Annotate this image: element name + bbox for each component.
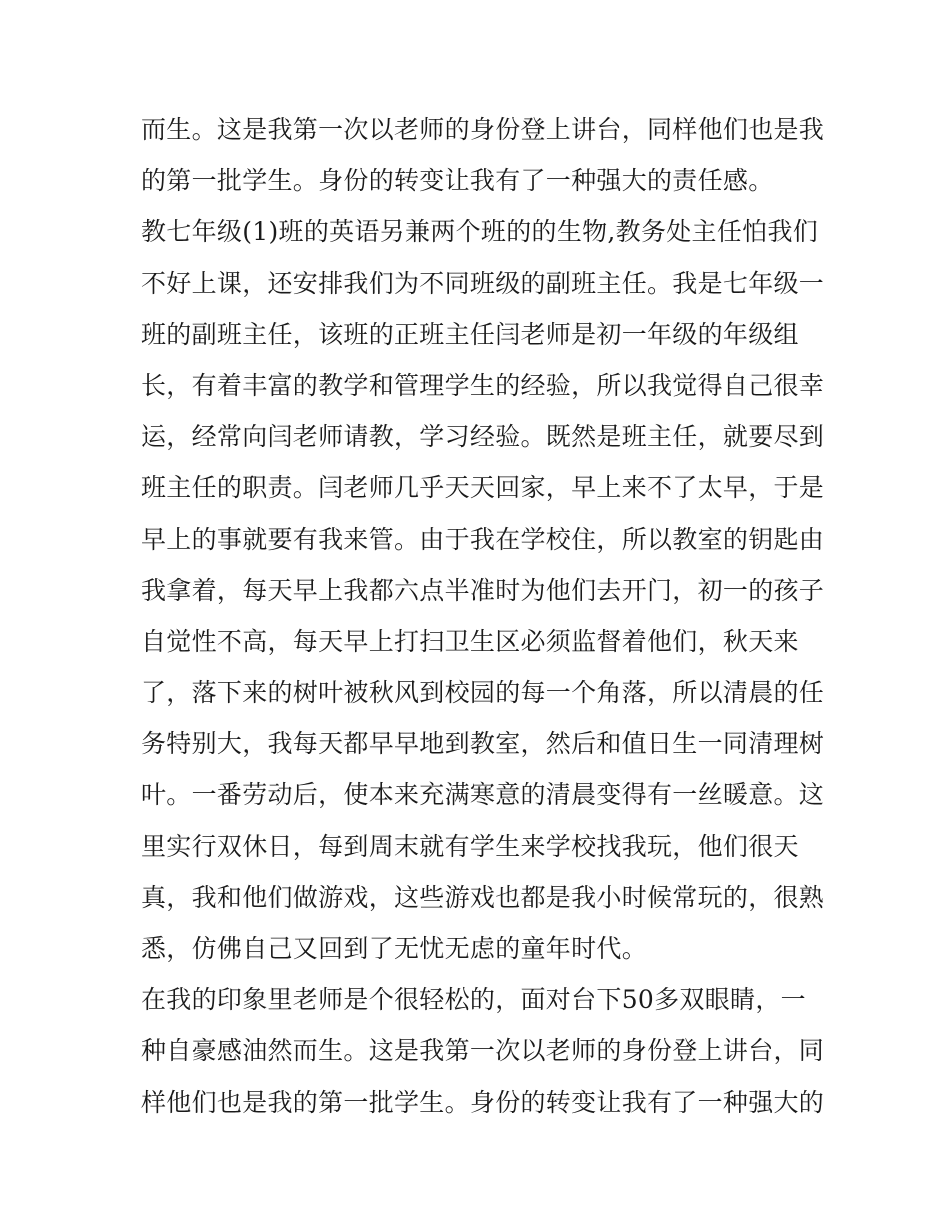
text-line: 教七年级(1)班的英语另兼两个班的的生物,教务处主任怕我们: [141, 217, 819, 247]
text-line: 班主任的职责。闫老师几乎天天回家，早上来不了太早，于是: [141, 473, 825, 503]
text-line: 叶。一番劳动后，使本来充满寒意的清晨变得有一丝暖意。这: [141, 780, 825, 810]
text-line: 样他们也是我的第一批学生。身份的转变让我有了一种强大的: [141, 1087, 825, 1117]
text-line: 里实行双休日，每到周末就有学生来学校找我玩，他们很天: [141, 831, 799, 861]
text-line: 班的副班主任，该班的正班主任闫老师是初一年级的年级组: [141, 319, 799, 349]
text-line: 务特别大，我每天都早早地到教室，然后和值日生一同清理树: [141, 729, 825, 759]
text-line: 自觉性不高，每天早上打扫卫生区必须监督着他们，秋天来: [141, 626, 799, 656]
text-line: 而生。这是我第一次以老师的身份登上讲台，同样他们也是我: [141, 115, 825, 144]
text-line: 在我的印象里老师是个很轻松的，面对台下50多双眼睛，一: [141, 985, 806, 1015]
text-line: 了，落下来的树叶被秋风到校园的每一个角落，所以清晨的任: [141, 678, 825, 708]
body-text: [141, 104, 825, 1128]
text-line: 真，我和他们做游戏，这些游戏也都是我小时候常玩的，很熟: [141, 882, 825, 912]
text-line: 我拿着，每天早上我都六点半准时为他们去开门，初一的孩子: [141, 575, 825, 605]
text-line: 长，有着丰富的教学和管理学生的经验，所以我觉得自己很幸: [141, 370, 825, 400]
text-line: 种自豪感油然而生。这是我第一次以老师的身份登上讲台，同: [141, 1036, 825, 1066]
text-line: 悉，仿佛自己又回到了无忧无虑的童年时代。: [141, 934, 648, 963]
text-line: 不好上课，还安排我们为不同班级的副班主任。我是七年级一: [141, 268, 825, 298]
text-line: 的第一批学生。身份的转变让我有了一种强大的责任感。: [141, 166, 774, 196]
text-line: 运，经常向闫老师请教，学习经验。既然是班主任，就要尽到: [141, 422, 825, 452]
text-line: 早上的事就要有我来管。由于我在学校住，所以教室的钥匙由: [141, 524, 825, 554]
